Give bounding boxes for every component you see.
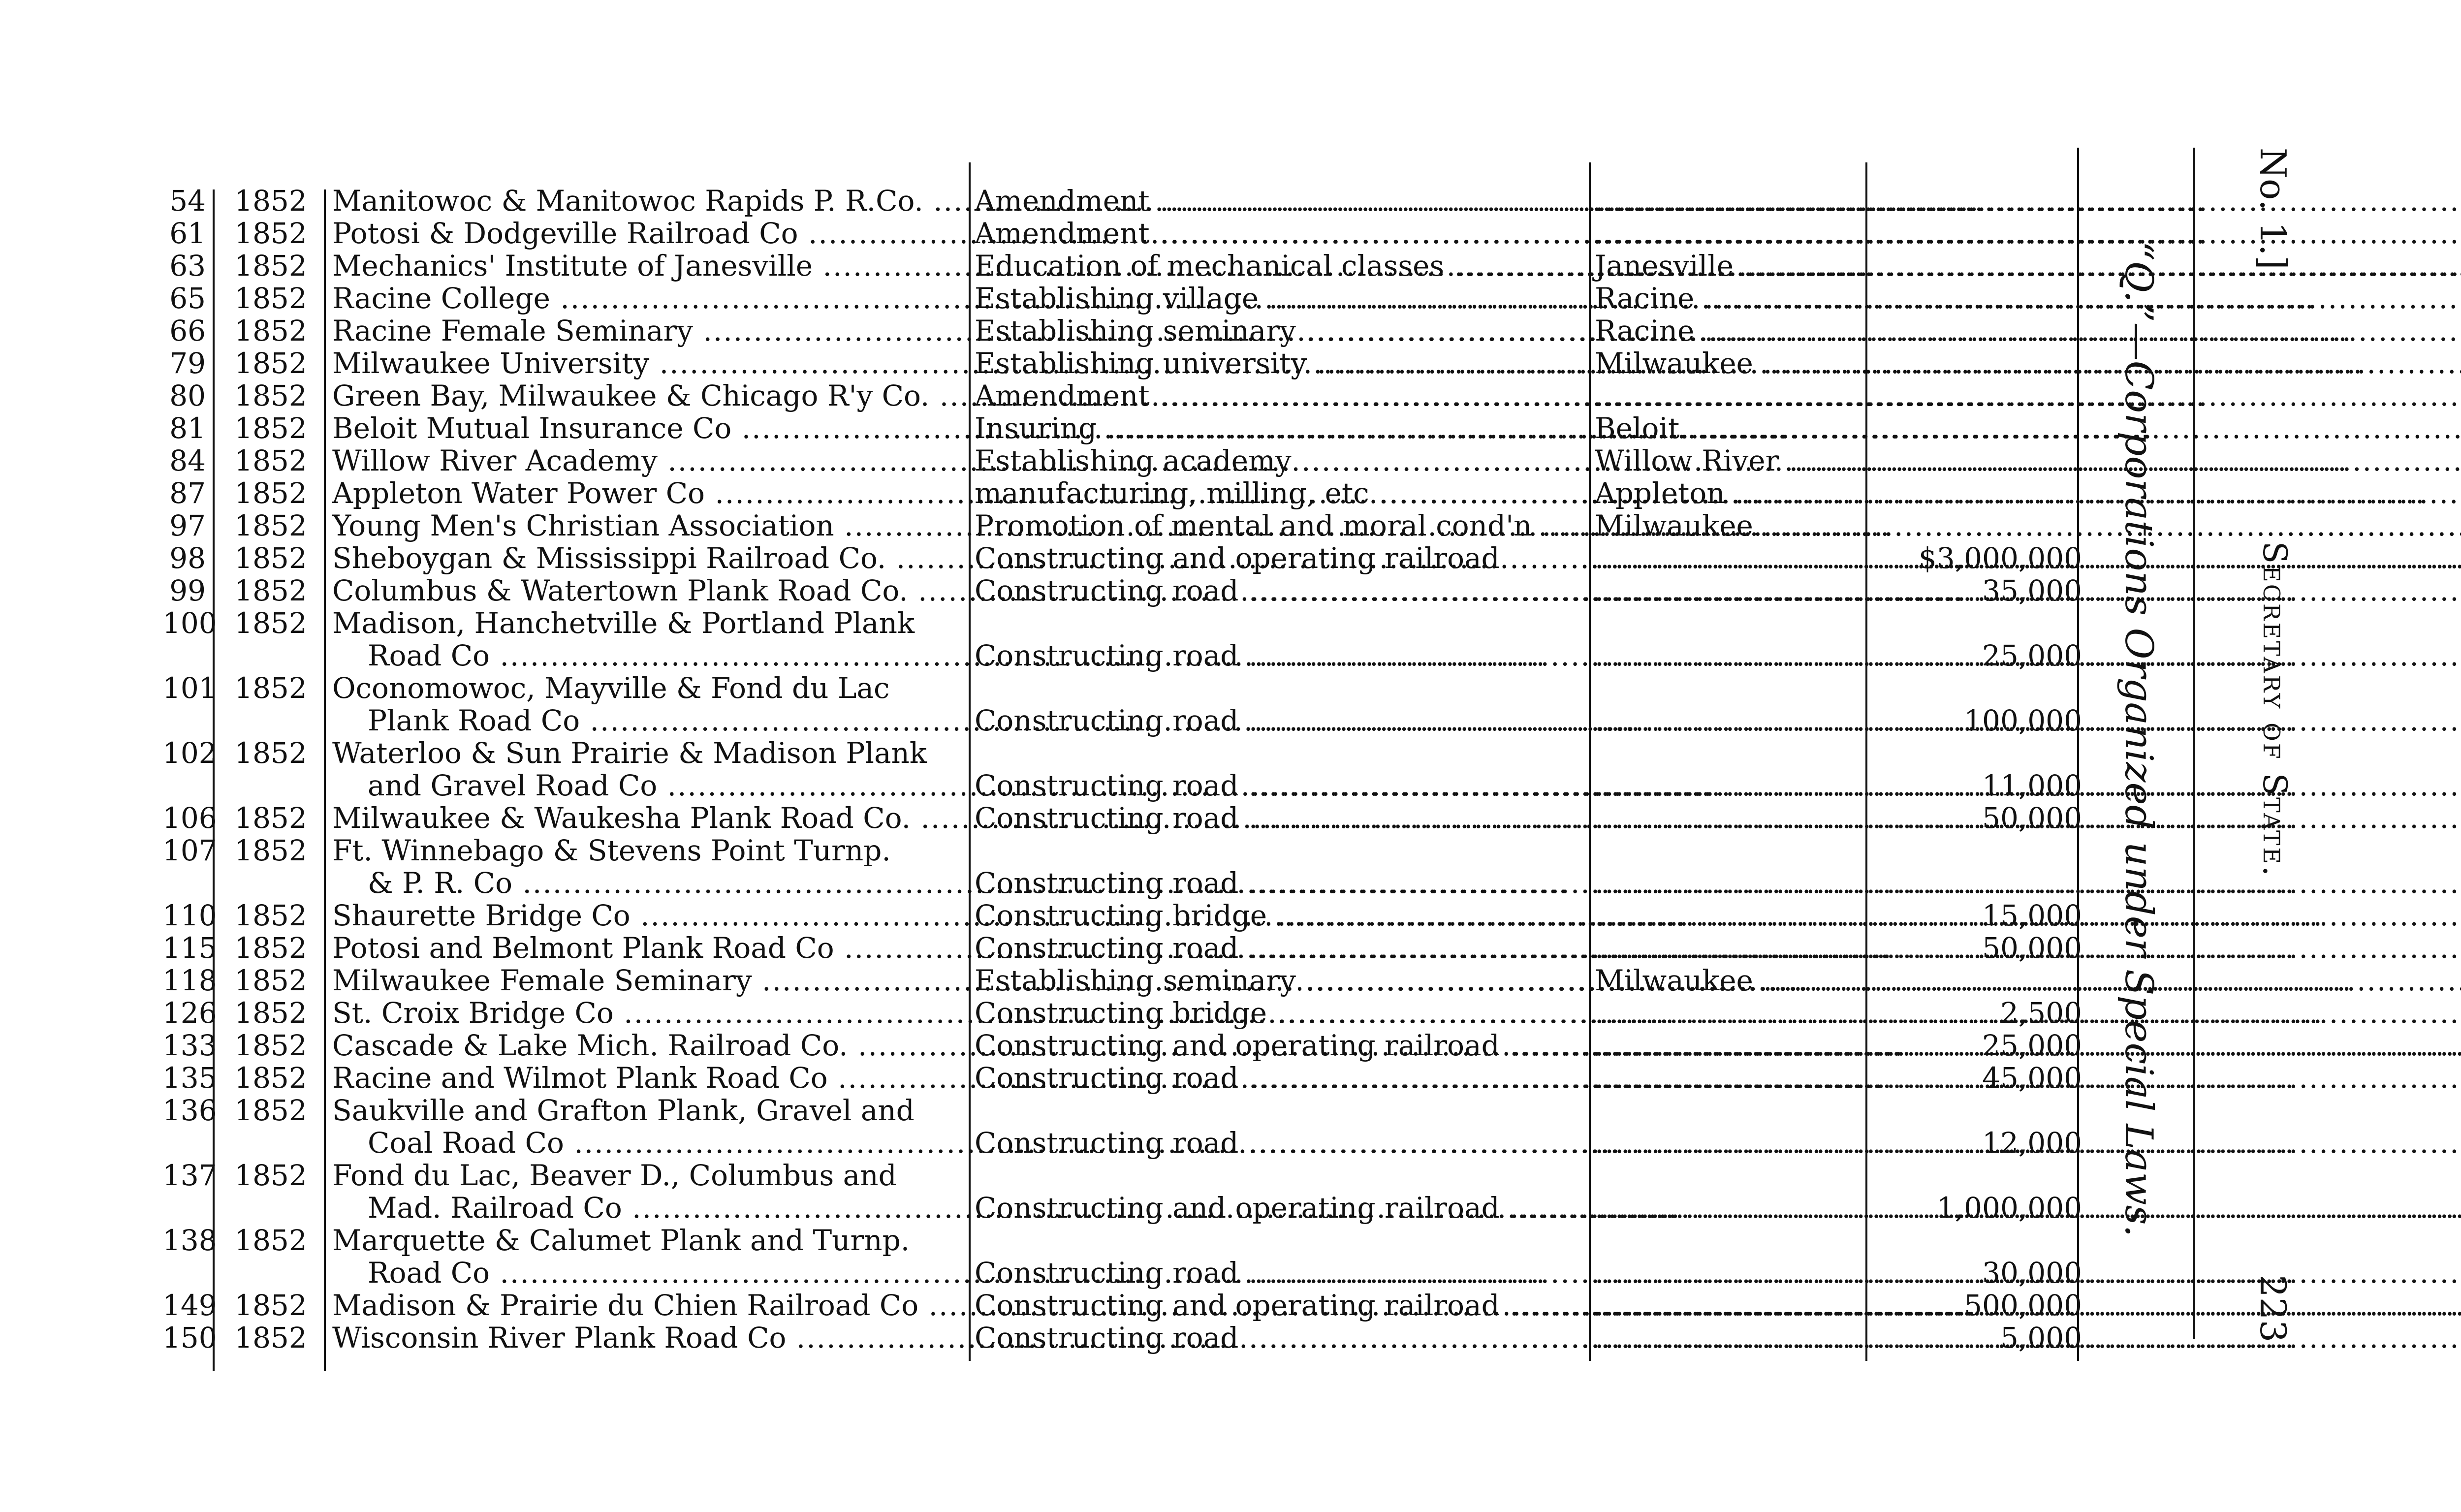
corporation-object: Establishing seminary ..... [975, 315, 1728, 347]
table-row [162, 802, 2082, 834]
corporation-name-line: Appleton Water Power Co ..... [332, 476, 1761, 510]
corporation-object: Establishing academy ..... [975, 444, 1728, 477]
table-row [162, 1094, 2082, 1159]
corporation-name-line: Madison, Hanchetville & Portland Plank [332, 606, 915, 640]
capital-stock: 25,000 [1982, 639, 2082, 672]
capital-stock: 35,000 [1982, 574, 2082, 607]
corporation-name-line: Manitowoc & Manitowoc Rapids P. R.Co. ..... [332, 184, 1980, 218]
entry-year: 1852 [234, 899, 307, 932]
corporation-location: Milwaukee ..... [1595, 964, 1984, 997]
corporation-object: Establishing university ..... [975, 347, 1728, 379]
corporation-object: Constructing road ..... [975, 639, 1728, 672]
entry-year: 1852 [234, 217, 307, 250]
corporation-object: Amendment ..... [975, 379, 1728, 412]
entry-year: 1852 [234, 509, 307, 542]
entry-number: 98 [169, 541, 206, 575]
entry-number: 97 [169, 509, 206, 542]
corporation-location: Willow River ..... [1595, 444, 1984, 477]
table-row [162, 1062, 2082, 1094]
corporation-name-line: Oconomowoc, Mayville & Fond du Lac [332, 671, 890, 705]
table-heading: “Q.”—Corporations Organized under Special Laws. [2116, 241, 2161, 1237]
entry-year: 1852 [234, 606, 307, 640]
corporation-location: Milwaukee ..... [1595, 509, 1984, 542]
corporation-object: Constructing road ..... [975, 802, 1728, 834]
corporation-location [1595, 867, 1984, 899]
entry-year: 1852 [234, 444, 307, 477]
corporation-object: Constructing road ..... [975, 574, 1728, 607]
entry-year: 1852 [234, 1061, 307, 1095]
corporation-object: Amendment ..... [975, 185, 1728, 217]
entry-year: 1852 [234, 184, 307, 218]
entry-number: 79 [169, 346, 206, 380]
entry-number: 149 [162, 1289, 217, 1322]
entry-year: 1852 [234, 1094, 307, 1127]
corporation-name-line: Columbus & Watertown Plank Road Co. ..... [332, 574, 1964, 607]
table-row [162, 1224, 2082, 1289]
capital-stock: 50,000 [1982, 931, 2082, 965]
table-row [162, 899, 2082, 932]
entry-number: 110 [162, 899, 217, 932]
entry-year: 1852 [234, 964, 307, 997]
corporation-object: Amendment ..... [975, 217, 1728, 250]
table-row [162, 1159, 2082, 1224]
corporation-object: Constructing road ..... [975, 1322, 1728, 1354]
entry-number: 107 [162, 834, 217, 867]
table-row [162, 477, 2082, 509]
entry-year: 1852 [234, 476, 307, 510]
table-row [162, 282, 2082, 315]
entry-year: 1852 [234, 1289, 307, 1322]
corporation-name-line: St. Croix Bridge Co ..... [332, 996, 1670, 1030]
corporation-object: Education of mechanical classes ..... [975, 250, 1728, 282]
table-row [162, 315, 2082, 347]
corporation-object: Constructing and operating railroad ..... [975, 1192, 1728, 1224]
corporation-object: Establishing seminary ..... [975, 964, 1728, 997]
entry-number: 138 [162, 1224, 217, 1257]
document-number: No. 1.] [2252, 148, 2294, 270]
corporation-object: Promotion of mental and moral cond'n ..... [975, 509, 1728, 542]
entry-year: 1852 [234, 801, 307, 835]
capital-stock: 100,000 [1964, 704, 2082, 737]
corporation-name-line: Road Co ..... [332, 1257, 1115, 1289]
entry-year: 1852 [234, 411, 307, 445]
entry-number: 61 [169, 217, 206, 250]
table-row [162, 574, 2082, 607]
corporation-object: Constructing road ..... [975, 1257, 1728, 1289]
entry-number: 150 [162, 1321, 217, 1354]
corporation-name-line: & P. R. Co ..... [332, 867, 1115, 899]
corporations-table [162, 162, 2082, 1368]
corporation-name-line: Racine College ..... [332, 282, 1607, 315]
corporation-location: Racine ..... [1595, 315, 1984, 347]
corporation-name-line: and Gravel Road Co ..... [332, 769, 1115, 802]
entry-number: 99 [169, 574, 206, 607]
table-row [162, 997, 2082, 1029]
capital-stock: 12,000 [1982, 1126, 2082, 1160]
entry-year: 1852 [234, 996, 307, 1030]
entry-number: 81 [169, 411, 206, 445]
entry-year: 1852 [234, 1224, 307, 1257]
entry-year: 1852 [234, 671, 307, 705]
capital-stock: 2,500 [2000, 996, 2082, 1030]
corporation-name-line: Marquette & Calumet Plank and Turnp. [332, 1224, 910, 1257]
corporation-object: Establishing village ..... [975, 282, 1728, 315]
entry-number: 80 [169, 379, 206, 412]
corporation-object: Constructing and operating railroad ..... [975, 542, 1728, 574]
corporation-name-line: Potosi and Belmont Plank Road Co ..... [332, 931, 1891, 965]
entry-number: 87 [169, 476, 206, 510]
entry-number: 66 [169, 314, 206, 347]
entry-year: 1852 [234, 736, 307, 770]
table-row [162, 964, 2082, 997]
table-row [162, 737, 2082, 802]
corporation-name-line: Sheboygan & Mississippi Railroad Co. ..... [332, 541, 1942, 575]
entry-year: 1852 [234, 346, 307, 380]
entry-year: 1852 [234, 574, 307, 607]
entry-year: 1852 [234, 1321, 307, 1354]
entry-year: 1852 [234, 282, 307, 315]
page-number: 223 [2252, 1275, 2294, 1343]
page-title: Secretary of State. [2256, 541, 2294, 879]
corporation-object: Constructing and operating railroad ..... [975, 1029, 1728, 1062]
corporation-object: Constructing road ..... [975, 867, 1728, 899]
capital-stock: 50,000 [1982, 801, 2082, 835]
corporation-name-line: Mechanics' Institute of Janesville ..... [332, 249, 1869, 283]
capital-stock: $3,000,000 [1918, 541, 2082, 575]
entry-year: 1852 [234, 314, 307, 347]
corporation-object: Constructing and operating railroad ..... [975, 1289, 1728, 1322]
capital-stock: 15,000 [1982, 899, 2082, 932]
corporation-location: Milwaukee ..... [1595, 347, 1984, 379]
entry-number: 115 [162, 931, 217, 965]
table-row [162, 509, 2082, 542]
capital-stock: 1,000,000 [1936, 1191, 2082, 1225]
entry-number: 133 [162, 1029, 217, 1062]
corporation-name-line: Plank Road Co ..... [332, 704, 1115, 737]
corporation-location: Janesville ..... [1595, 250, 1984, 282]
table-row [162, 379, 2082, 412]
capital-stock: 25,000 [1982, 1029, 2082, 1062]
corporation-name-line: Racine Female Seminary ..... [332, 314, 1749, 347]
corporation-object: Constructing road ..... [975, 704, 1728, 737]
entry-number: 136 [162, 1094, 217, 1127]
entry-year: 1852 [234, 379, 307, 412]
entry-number: 137 [162, 1159, 217, 1192]
corporation-name-line: Green Bay, Milwaukee & Chicago R'y Co. ..... [332, 379, 1986, 412]
corporation-name-line: Road Co ..... [332, 639, 1115, 672]
corporation-name-line: Potosi & Dodgeville Railroad Co ..... [332, 217, 1854, 250]
table-row [162, 347, 2082, 379]
entry-year: 1852 [234, 1159, 307, 1192]
corporation-location: Appleton ..... [1595, 477, 1984, 509]
entry-year: 1852 [234, 931, 307, 965]
corporation-location [1595, 379, 1984, 412]
corporation-object: Constructing bridge ..... [975, 997, 1728, 1029]
corporation-name-line: Saukville and Grafton Plank, Gravel and [332, 1094, 915, 1127]
table-row [162, 834, 2082, 899]
table-row [162, 607, 2082, 672]
capital-stock: 5,000 [2000, 1321, 2082, 1354]
capital-stock: 30,000 [1982, 1256, 2082, 1290]
table-row [162, 412, 2082, 444]
corporation-name-line: Cascade & Lake Mich. Railroad Co. ..... [332, 1029, 1904, 1062]
entry-year: 1852 [234, 249, 307, 283]
corporation-object: Constructing road ..... [975, 1062, 1728, 1094]
entry-number: 135 [162, 1061, 217, 1095]
corporation-name-line: Ft. Winnebago & Stevens Point Turnp. [332, 834, 891, 867]
entry-number: 100 [162, 606, 217, 640]
entry-number: 102 [162, 736, 217, 770]
table-row [162, 185, 2082, 217]
corporation-name-line: Mad. Railroad Co ..... [332, 1192, 1115, 1224]
table-row [162, 672, 2082, 737]
corporation-name-line: Fond du Lac, Beaver D., Columbus and [332, 1159, 897, 1192]
entry-number: 106 [162, 801, 217, 835]
capital-stock: 11,000 [1982, 769, 2082, 802]
corporation-object: Constructing road ..... [975, 1127, 1728, 1159]
corporation-name-line: Young Men's Christian Association ..... [332, 509, 1891, 542]
entry-number: 126 [162, 996, 217, 1030]
corporation-name-line: Racine and Wilmot Plank Road Co ..... [332, 1061, 1884, 1095]
entry-number: 54 [169, 184, 206, 218]
corporation-name-line: Coal Road Co ..... [332, 1127, 1115, 1159]
corporation-location: Beloit. ..... [1595, 412, 1984, 444]
entry-year: 1852 [234, 541, 307, 575]
table-row [162, 1289, 2082, 1322]
entry-number: 65 [169, 282, 206, 315]
corporation-name-line: Milwaukee University ..... [332, 346, 1705, 380]
table-row [162, 444, 2082, 477]
corporation-name-line: Willow River Academy ..... [332, 444, 1714, 477]
corporation-name-line: Milwaukee Female Seminary ..... [332, 964, 1808, 997]
heading-rule [2193, 148, 2195, 1339]
entry-year: 1852 [234, 834, 307, 867]
capital-stock: 45,000 [1982, 1061, 2082, 1095]
table-row [162, 1029, 2082, 1062]
corporation-name-line: Madison & Prairie du Chien Railroad Co ..... [332, 1289, 1975, 1322]
corporation-location [1595, 217, 1984, 250]
capital-stock: 500,000 [1964, 1289, 2082, 1322]
table-row [162, 217, 2082, 250]
entry-number: 84 [169, 444, 206, 477]
entry-number: 63 [169, 249, 206, 283]
table-row [162, 250, 2082, 282]
corporation-name-line: Wisconsin River Plank Road Co ..... [332, 1321, 1842, 1354]
corporation-name-line: Shaurette Bridge Co ..... [332, 899, 1687, 932]
corporation-name-line: Waterloo & Sun Prairie & Madison Plank [332, 736, 927, 770]
corporation-name-line: Beloit Mutual Insurance Co ..... [332, 411, 1788, 445]
corporation-location: Racine ..... [1595, 282, 1984, 315]
corporation-object: manufacturing, milling, etc ..... [975, 477, 1728, 509]
table-row [162, 932, 2082, 964]
corporation-object: Constructing road ..... [975, 932, 1728, 964]
table-row [162, 1322, 2082, 1354]
corporation-name-line: Milwaukee & Waukesha Plank Road Co. ..... [332, 801, 1967, 835]
corporation-object: Insuring ..... [975, 412, 1728, 444]
corporation-object: Constructing bridge ..... [975, 899, 1728, 932]
corporation-location [1595, 185, 1984, 217]
entry-number: 118 [162, 964, 217, 997]
corporation-object: Constructing road ..... [975, 769, 1728, 802]
entry-number: 101 [162, 671, 217, 705]
table-row [162, 542, 2082, 574]
entry-year: 1852 [234, 1029, 307, 1062]
